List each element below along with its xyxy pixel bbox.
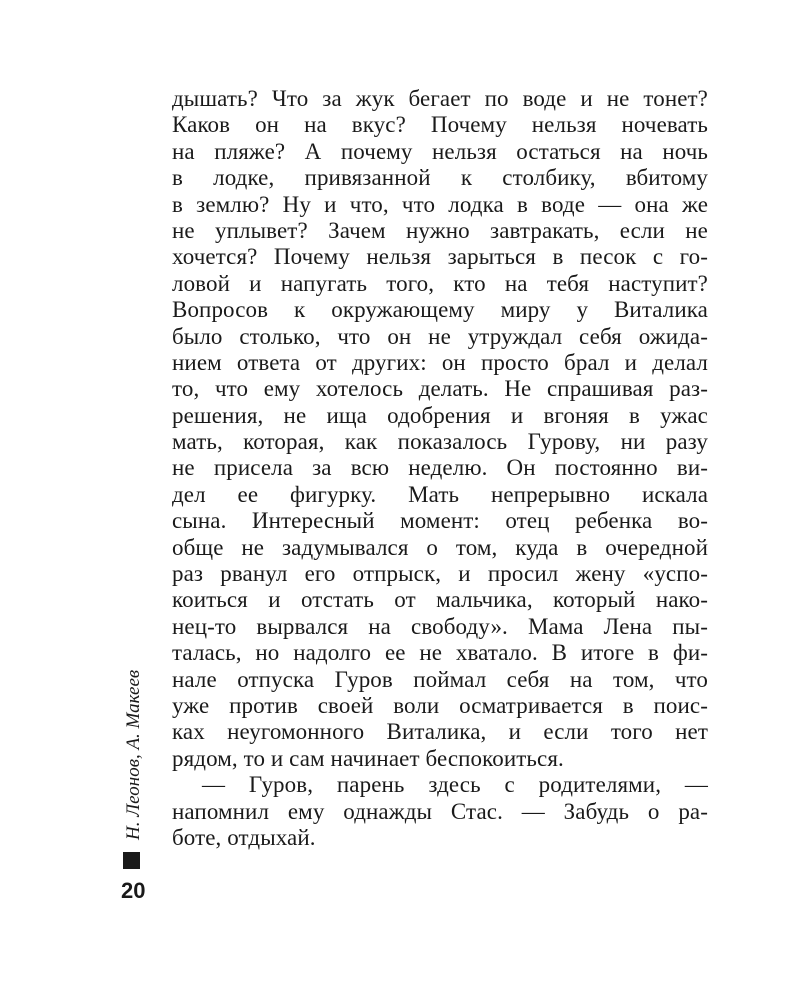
- text-line: хочется? Почему нельзя зарыться в песок с го-: [172, 244, 708, 270]
- text-line: раз рванул его отпрыск, и просил жену «успо-: [172, 561, 708, 587]
- text-line: ловой и напугать того, кто на тебя наступит?: [172, 270, 708, 296]
- text-line: было столько, что он не утруждал себя ожида-: [172, 323, 708, 349]
- page-number: 20: [121, 878, 146, 903]
- text-line: Вопросов к окружающему миру у Виталика: [172, 297, 708, 323]
- text-line: то, что ему хотелось делать. Не спрашивая раз-: [172, 376, 708, 402]
- text-line: напомнил ему однажды Стас. — Забудь о ра-: [172, 798, 708, 824]
- dialogue-line: — Гуров, парень здесь с родителями, —: [202, 772, 708, 798]
- text-line: коиться и отстать от мальчика, который нако-: [172, 587, 708, 613]
- text-line: дел ее фигурку. Мать непрерывно искала: [172, 481, 708, 507]
- text-line: на пляже? А почему нельзя остаться на ночь: [172, 138, 708, 164]
- square-marker-icon: [123, 852, 140, 869]
- text-line: не присела за всю неделю. Он постоянно ви-: [172, 455, 708, 481]
- text-line: дышать? Что за жук бегает по воде и не тонет?: [172, 86, 708, 111]
- text-line: нале отпуска Гуров поймал себя на том, что: [172, 666, 708, 692]
- text-line: рядом, то и сам начинает беспокоиться.: [172, 745, 564, 771]
- text-line: талась, но надолго ее не хватало. В итоге в фи-: [172, 640, 708, 666]
- text-line: не уплывет? Зачем нужно завтракать, если не: [172, 217, 708, 243]
- text-line: уже против своей воли осматривается в поис-: [172, 692, 708, 718]
- text-line: ках неугомонного Виталика, и если того нет: [172, 719, 708, 745]
- text-line: боте, отдыхай.: [172, 824, 316, 850]
- text-line: в лодке, привязанной к столбику, вбитому: [172, 165, 708, 191]
- text-line: сына. Интересный момент: отец ребенка во-: [172, 508, 708, 534]
- text-line: обще не задумывался о том, куда в очередной: [172, 534, 708, 560]
- text-line: Каков он на вкус? Почему нельзя ночевать: [172, 112, 708, 138]
- body-text: [172, 86, 708, 851]
- text-line: нец-то вырвался на свободу». Мама Лена пы-: [172, 613, 708, 639]
- running-head-authors: Н. Леонов, А. Макеев: [123, 669, 144, 840]
- text-line: в землю? Ну и что, что лодка в воде — она же: [172, 191, 708, 217]
- text-line: решения, не ища одобрения и вгоняя в ужас: [172, 402, 708, 428]
- text-line: нием ответа от других: он просто брал и делал: [172, 349, 708, 375]
- text-line: мать, которая, как показалось Гурову, ни разу: [172, 429, 708, 455]
